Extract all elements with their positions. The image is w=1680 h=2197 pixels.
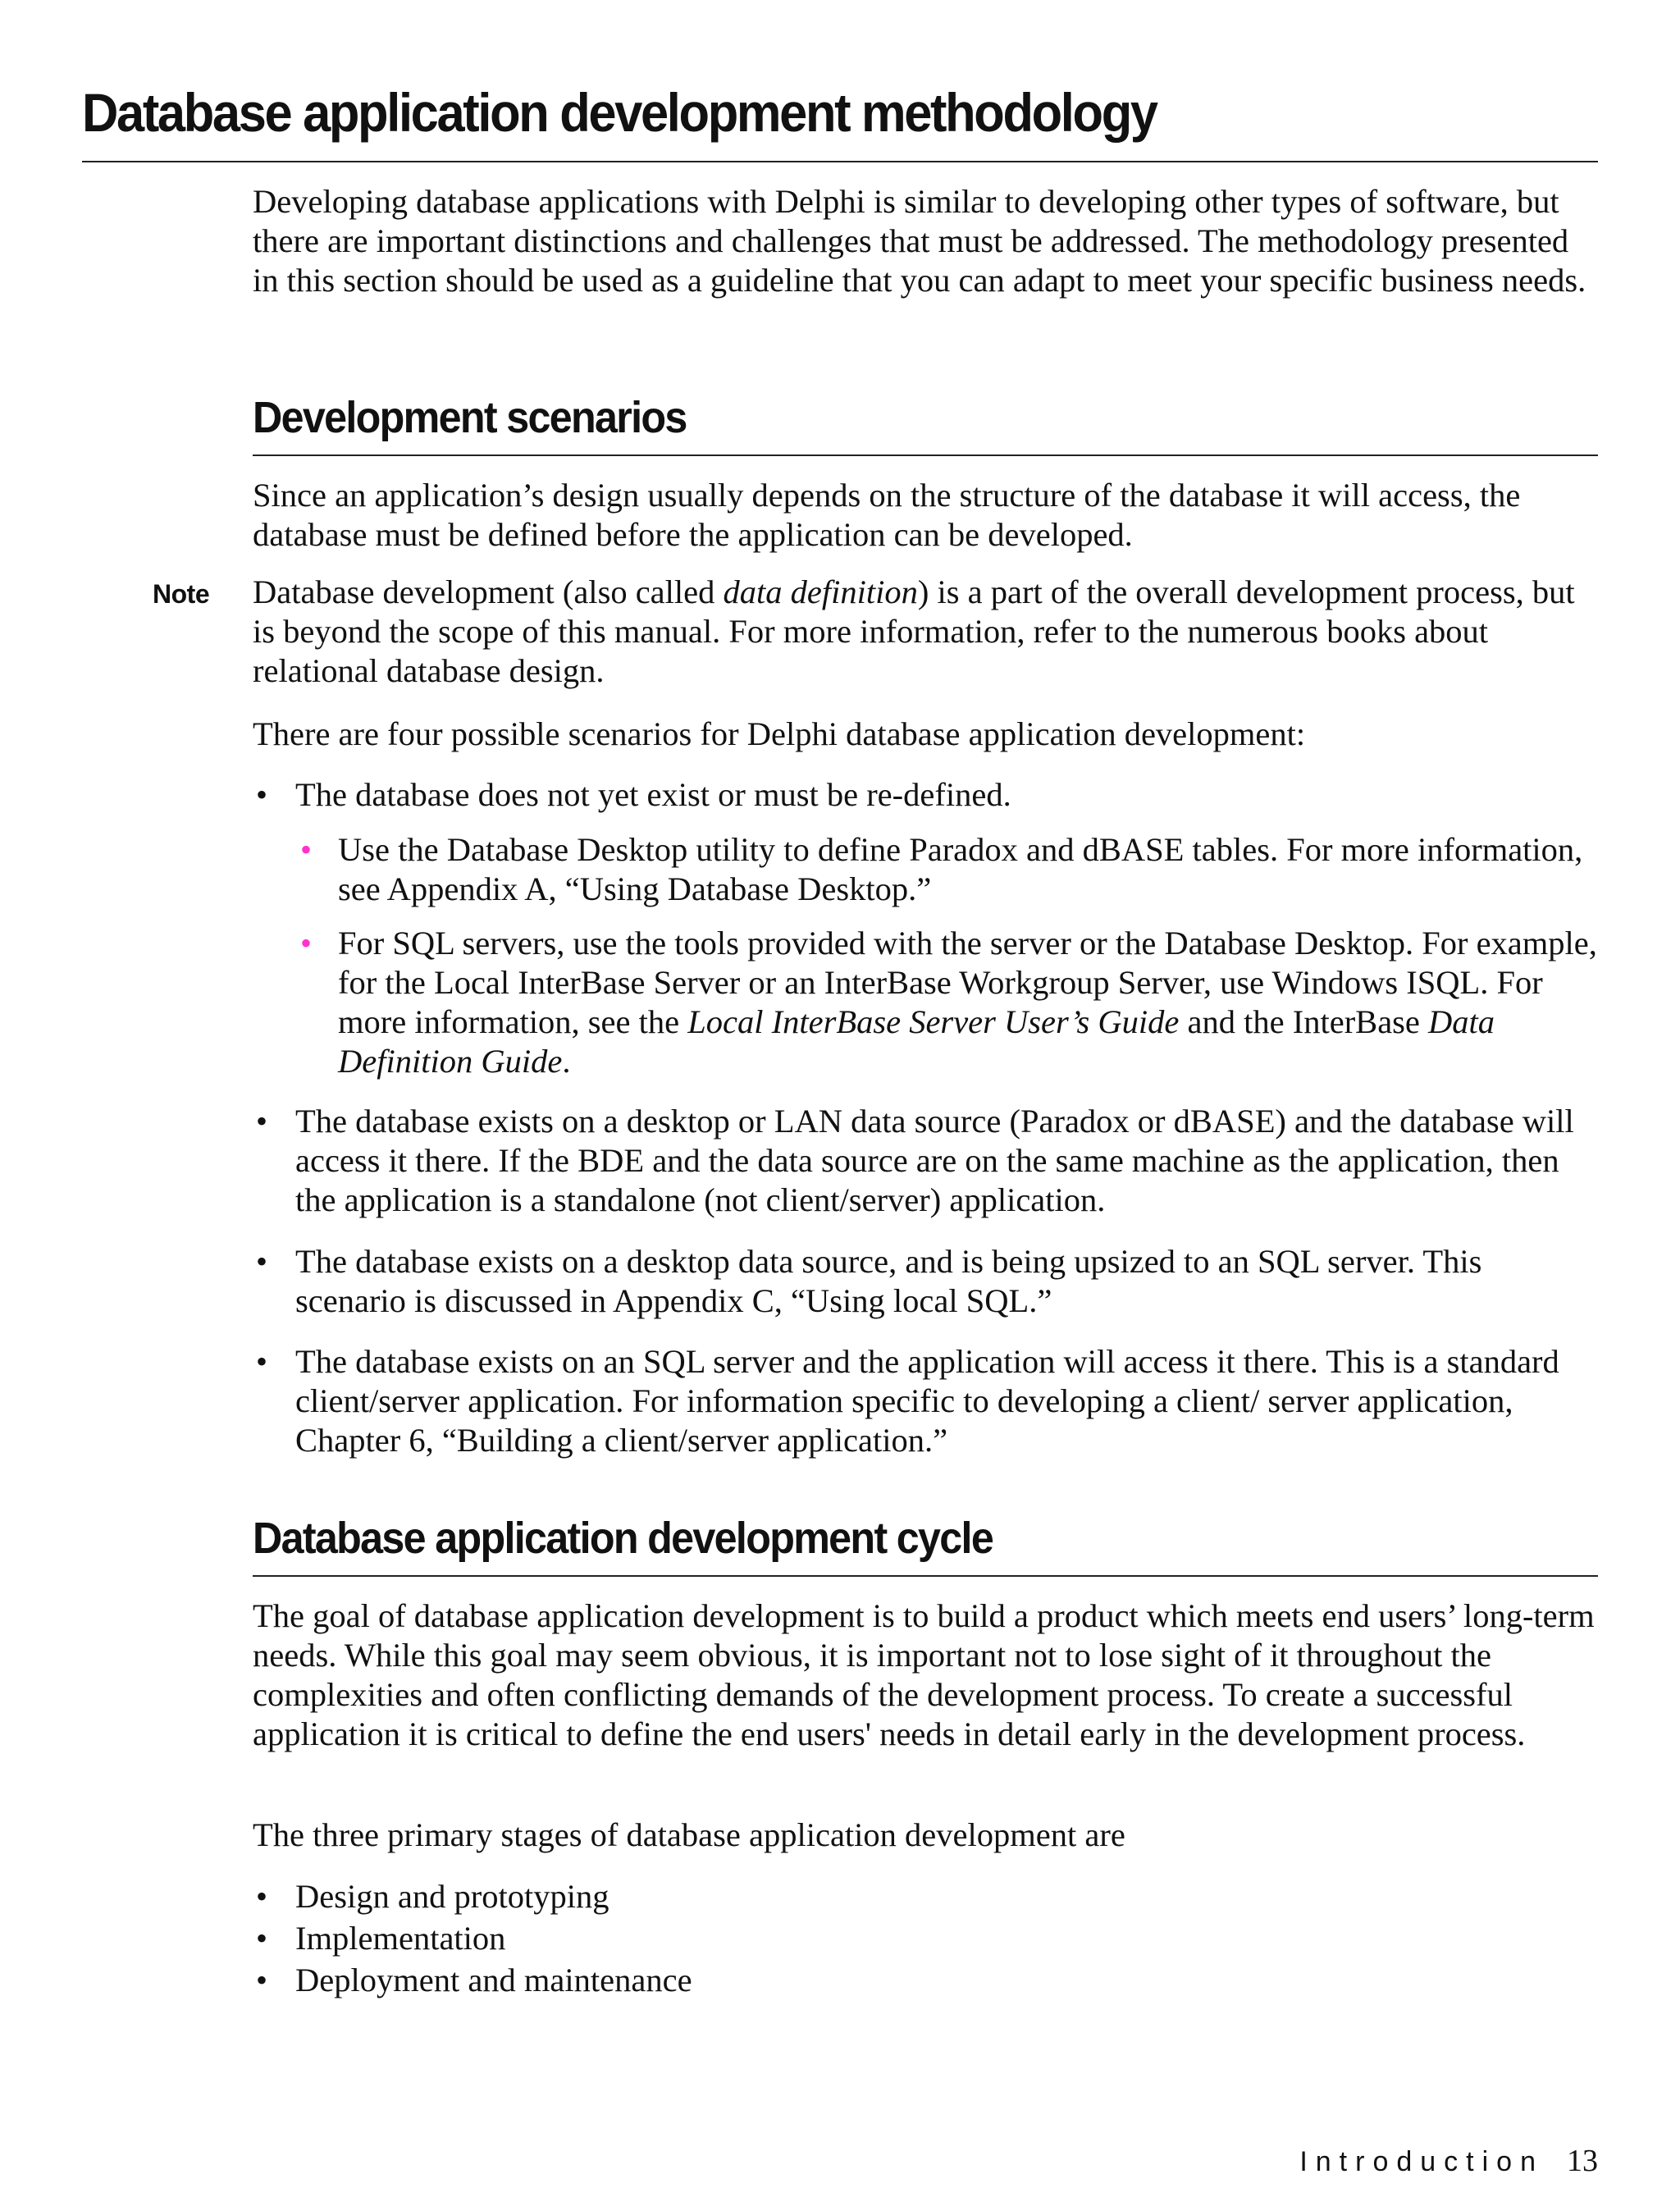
stage-text-1: Design and prototyping <box>295 1878 609 1915</box>
note-paragraph <box>253 573 1598 691</box>
sub-text-1: Use the Database Desktop utility to define Paradox and dBASE tables. For more information, see Appendix A, “Using Database Desktop.” <box>338 831 1583 907</box>
scenario-text-2: The database exists on a desktop or LAN data source (Paradox or dBASE) and the database will access it there. If the BDE and the data source are on the same machine as the application, then the application is a standalone (not client/server) application. <box>295 1103 1574 1218</box>
stage-item-1 <box>295 1877 1600 1916</box>
cycle-divider <box>253 1575 1598 1577</box>
scenarios-para2-wrap <box>253 715 1598 754</box>
note-text-end: ) is a part of the overall development process, but is beyond the scope of this manual. For more information, refer to the numerous books about relational database design. <box>253 573 1575 689</box>
scenarios-paragraph-1: Since an application’s design usually depends on the structure of the database it will access, the database must be defined before the application can be developed. <box>253 477 1521 553</box>
scenario-text-1: The database does not yet exist or must be re-defined. <box>295 776 1011 813</box>
title-divider <box>82 161 1598 162</box>
stage-text-3: Deployment and maintenance <box>295 1962 692 1998</box>
scenarios-para1-wrap <box>253 476 1598 555</box>
sub2-italic-definition: Data Definition Guide <box>338 1003 1495 1080</box>
page-number: 13 <box>1567 2144 1598 2178</box>
bullet-dot: • <box>256 776 268 813</box>
bullet-dot: • <box>256 1878 268 1915</box>
cycle-heading: Database application development cycle <box>253 1514 993 1563</box>
bullet-dot: • <box>256 1343 268 1380</box>
note-block <box>253 573 1598 691</box>
note-label: Note <box>153 579 210 609</box>
cycle-paragraph-2: The three primary stages of database application development are <box>253 1816 1125 1853</box>
scenario-text-4: The database exists on an SQL server and the application will access it there. This is a standard client/server application. For information specific to developing a client/ server application, Chapter 6, “Building a client/server application.” <box>295 1343 1559 1459</box>
note-text-start: Database development (also called <box>253 573 724 610</box>
stage-text-2: Implementation <box>295 1920 506 1957</box>
page-title: Database application development methodology <box>82 82 1157 143</box>
sub2-text-mid: and the InterBase <box>1179 1003 1429 1040</box>
stage-item-2 <box>295 1919 1600 1958</box>
bullet-dot: • <box>256 1103 268 1140</box>
intro-block <box>253 182 1598 300</box>
sub2-text-start: For SQL servers, use the tools provided with the server or the Database Desktop. For example, for the Local InterBase Server or an InterBase Workgroup Server, use Windows ISQL. For more information, see the <box>338 925 1597 1040</box>
sub-text-2 <box>338 924 1601 1081</box>
cycle-para1-wrap <box>253 1596 1598 1754</box>
stage-item-3 <box>295 1961 1600 2000</box>
bullet-dot: • <box>256 1920 268 1957</box>
footer-section-name: Introduction <box>1299 2146 1544 2177</box>
sub-bullet-dot: • <box>300 831 313 868</box>
page-footer <box>1299 2143 1598 2179</box>
sub-bullet-dot: • <box>300 925 313 961</box>
cycle-heading-wrap <box>253 1514 1598 1563</box>
scenarios-paragraph-2: There are four possible scenarios for Delphi database application development: <box>253 715 1306 752</box>
scenario-item-4 <box>295 1342 1600 1460</box>
note-italic-term: data definition <box>723 573 918 610</box>
sub-item-2 <box>338 924 1601 1081</box>
cycle-paragraph-1: The goal of database application development is to build a product which meets end users’ long-term needs. While this goal may seem obvious, it is important not to lose sight of it throughout the complexities and often conflicting demands of the development process. To create a successful application it is critical to define the end users' needs in detail early in the development process. <box>253 1597 1595 1752</box>
scenario-text-3: The database exists on a desktop data source, and is being upsized to an SQL server. This scenario is discussed in Appendix C, “Using local SQL.” <box>295 1243 1482 1319</box>
scenario-item-1 <box>295 775 1600 815</box>
intro-paragraph: Developing database applications with Delphi is similar to developing other types of software, but there are important distinctions and challenges that must be addressed. The methodology presented in this section should be used as a guideline that you can adapt to meet your specific business needs. <box>253 183 1586 299</box>
cycle-para2-wrap <box>253 1816 1598 1855</box>
scenarios-heading: Development scenarios <box>253 393 687 442</box>
bullet-dot: • <box>256 1962 268 1998</box>
scenarios-heading-wrap <box>253 395 1598 440</box>
sub-item-1 <box>338 830 1601 909</box>
scenarios-divider <box>253 454 1598 456</box>
sub2-text-end: . <box>562 1043 571 1080</box>
scenario-item-3 <box>295 1242 1600 1321</box>
sub2-italic-guide: Local InterBase Server User’s Guide <box>687 1003 1180 1040</box>
bullet-dot: • <box>256 1243 268 1280</box>
scenario-item-2 <box>295 1102 1600 1220</box>
